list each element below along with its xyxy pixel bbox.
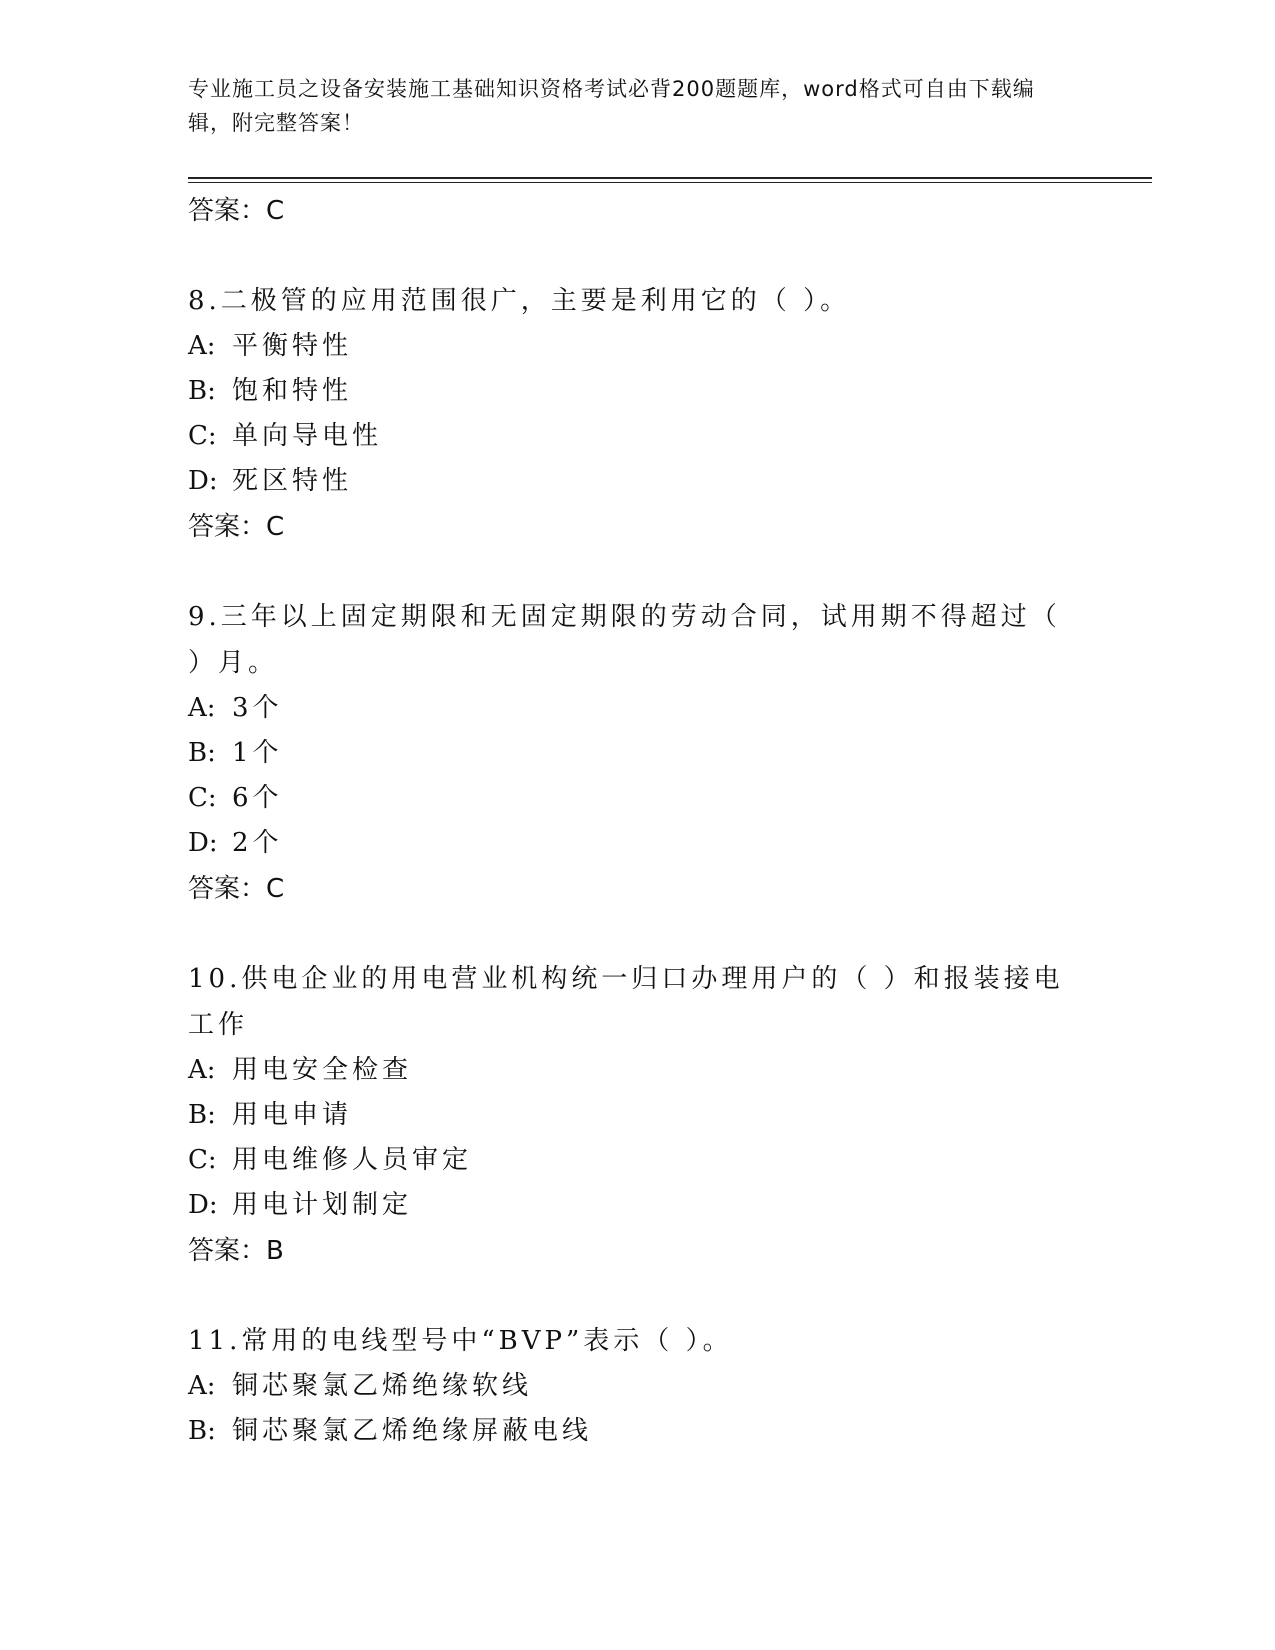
question-10 <box>188 956 1068 1274</box>
option-text: 用电安全检查 <box>232 1055 413 1085</box>
answer-line: 答案：C <box>188 874 285 904</box>
option-c <box>188 414 1068 459</box>
option-c <box>188 1138 1068 1183</box>
question-text: 11.常用的电线型号中“BVP”表示（ ）。 <box>188 1326 733 1356</box>
option-letter: A: <box>188 1371 216 1401</box>
option-letter: C: <box>188 1145 217 1175</box>
option-text: 单向导电性 <box>232 421 383 451</box>
option-text: 6个 <box>232 783 283 813</box>
option-a <box>188 324 1068 369</box>
question-text: 8.二极管的应用范围很广，主要是利用它的（ ）。 <box>188 286 851 316</box>
option-a <box>188 686 1068 731</box>
option-text: 铜芯聚氯乙烯绝缘屏蔽电线 <box>232 1416 593 1446</box>
option-text: 1个 <box>232 738 283 768</box>
question-9 <box>188 594 1068 912</box>
option-text: 用电计划制定 <box>232 1190 413 1220</box>
option-text: 饱和特性 <box>232 376 353 406</box>
answer-line: 答案：C <box>188 512 285 542</box>
option-text: 死区特性 <box>232 466 353 496</box>
page-header: 专业施工员之设备安装施工基础知识资格考试必背200题题库，word格式可自由下载编辑，附完整答案！ <box>188 77 1035 135</box>
option-letter: A: <box>188 1055 216 1085</box>
option-letter: A: <box>188 693 216 723</box>
option-letter: D: <box>188 466 218 496</box>
option-b <box>188 731 1068 776</box>
document-body <box>188 188 1068 1454</box>
option-a <box>188 1364 1068 1409</box>
option-a <box>188 1048 1068 1093</box>
option-d <box>188 821 1068 866</box>
answer-line: 答案：B <box>188 1236 284 1266</box>
option-letter: B: <box>188 738 216 768</box>
question-text: 9.三年以上固定期限和无固定期限的劳动合同，试用期不得超过（ ）月。 <box>188 602 1061 678</box>
option-letter: B: <box>188 376 216 406</box>
header-divider <box>188 177 1152 183</box>
option-b <box>188 1409 1068 1454</box>
option-text: 平衡特性 <box>232 331 353 361</box>
option-text: 用电申请 <box>232 1100 353 1130</box>
option-d <box>188 1183 1068 1228</box>
previous-answer: 答案：C <box>188 196 285 226</box>
option-letter: B: <box>188 1100 216 1130</box>
option-letter: B: <box>188 1416 216 1446</box>
option-letter: D: <box>188 828 218 858</box>
question-11 <box>188 1318 1068 1454</box>
option-text: 3个 <box>232 693 283 723</box>
option-letter: D: <box>188 1190 218 1220</box>
option-letter: C: <box>188 421 217 451</box>
option-letter: C: <box>188 783 217 813</box>
option-d <box>188 459 1068 504</box>
option-text: 2个 <box>232 828 283 858</box>
option-letter: A: <box>188 331 216 361</box>
question-text: 10.供电企业的用电营业机构统一归口办理用户的（ ）和报装接电工作 <box>188 964 1064 1040</box>
option-c <box>188 776 1068 821</box>
option-b <box>188 1093 1068 1138</box>
option-text: 铜芯聚氯乙烯绝缘软线 <box>232 1371 533 1401</box>
option-b <box>188 369 1068 414</box>
question-8 <box>188 278 1068 550</box>
option-text: 用电维修人员审定 <box>232 1145 473 1175</box>
